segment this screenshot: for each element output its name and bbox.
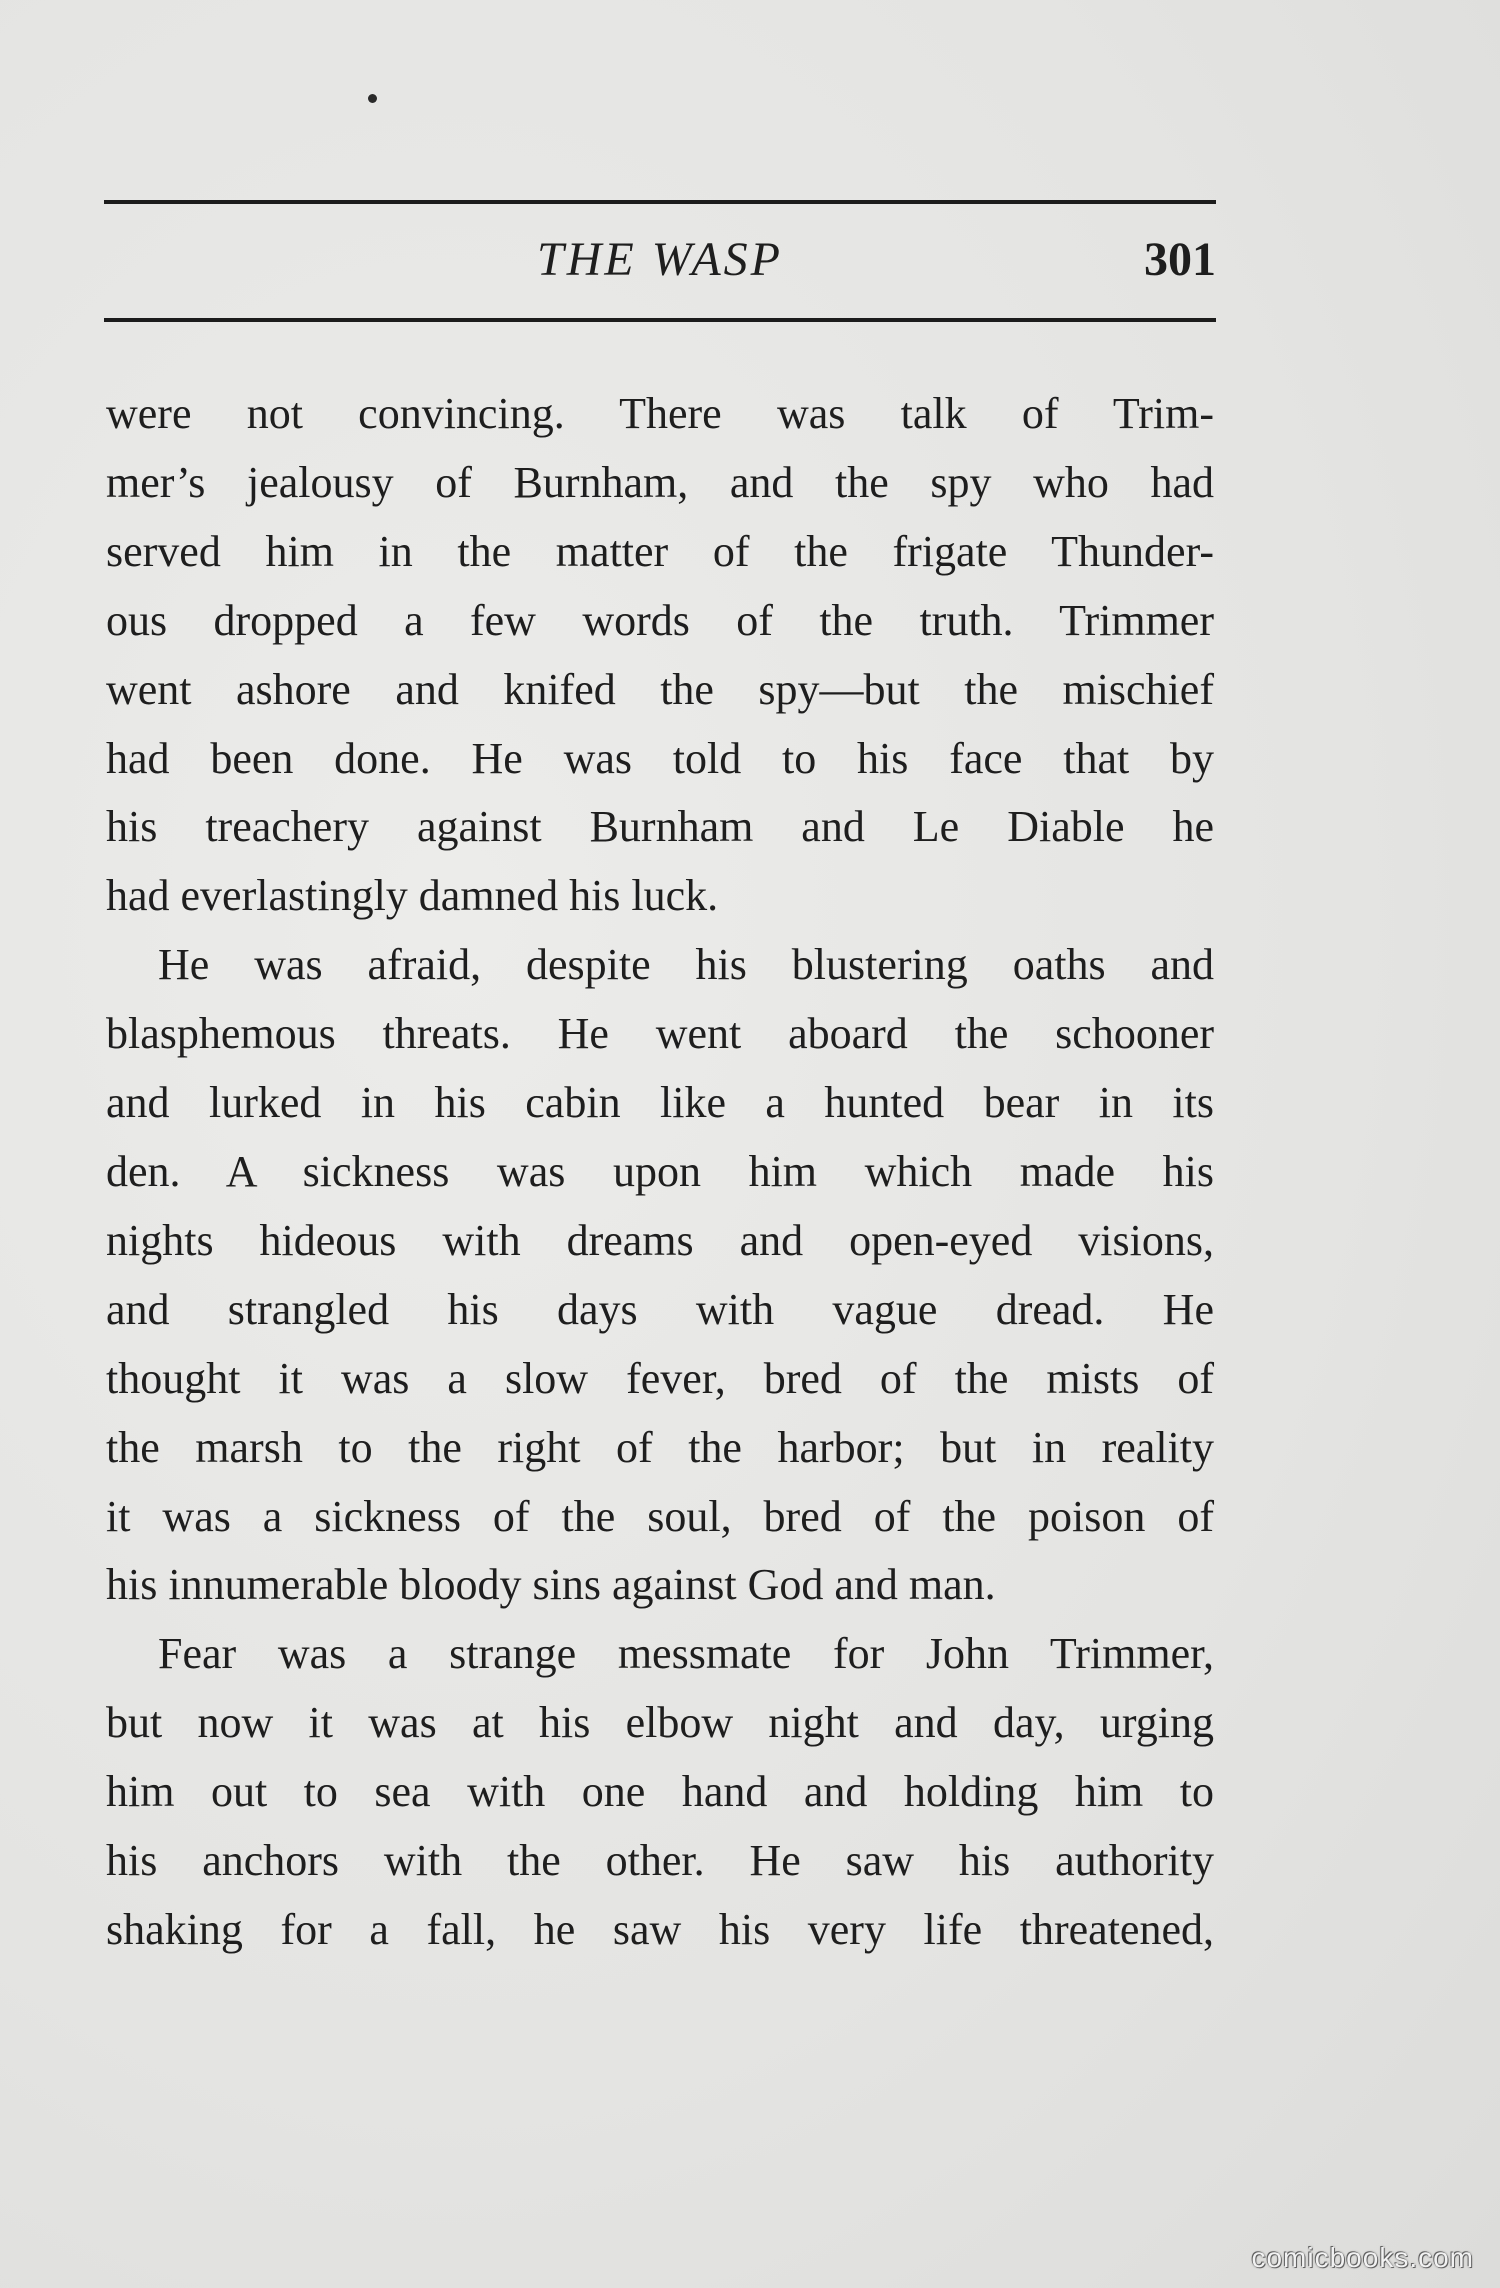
running-title: THE WASP [537, 233, 783, 286]
text-line: nights hideous with dreams and open-eyed visions, [106, 1215, 1214, 1265]
watermark: comicbooks.com [1251, 2242, 1474, 2273]
text-line: the marsh to the right of the harbor; but in reality [106, 1422, 1214, 1472]
text-line: had been done. He was told to his face that by [106, 733, 1214, 783]
paragraph-3 [106, 1620, 1214, 1965]
text-line: mer’s jealousy of Burnham, and the spy who had [106, 457, 1214, 507]
header-top-rule [104, 200, 1216, 204]
text-line: his treachery against Burnham and Le Diable he [106, 802, 1214, 852]
page-number: 301 [1144, 233, 1216, 286]
text-line: and lurked in his cabin like a hunted bear in its [106, 1078, 1214, 1128]
text-line: He was afraid, despite his blustering oaths and [158, 940, 1214, 990]
text-line: his anchors with the other. He saw his authority [106, 1836, 1214, 1886]
text-line: shaking for a fall, he saw his very life threatened, [106, 1904, 1214, 1954]
text-line: had everlastingly damned his luck. [106, 871, 719, 921]
text-line: Fear was a strange messmate for John Trimmer, [158, 1629, 1214, 1679]
text-line: thought it was a slow fever, bred of the mists of [106, 1353, 1214, 1403]
text-line: and strangled his days with vague dread. He [106, 1284, 1214, 1334]
text-line: ous dropped a few words of the truth. Trimmer [106, 595, 1214, 645]
paragraph-2 [106, 931, 1214, 1620]
text-line: it was a sickness of the soul, bred of the poison of [106, 1491, 1214, 1541]
paragraph-1 [106, 380, 1214, 931]
header-bottom-rule [104, 318, 1216, 322]
text-line: den. A sickness was upon him which made his [106, 1146, 1214, 1196]
text-line: were not convincing. There was talk of Trim- [106, 389, 1214, 438]
text-line: him out to sea with one hand and holding him to [106, 1767, 1214, 1817]
body-text [106, 380, 1214, 1965]
ink-speck [368, 94, 377, 103]
text-line: blasphemous threats. He went aboard the schooner [106, 1009, 1214, 1059]
text-line: his innumerable bloody sins against God and man. [106, 1560, 996, 1610]
text-line: but now it was at his elbow night and day, urging [106, 1698, 1214, 1748]
text-line: went ashore and knifed the spy—but the mischief [106, 664, 1214, 714]
text-line: served him in the matter of the frigate Thunder- [106, 526, 1214, 576]
